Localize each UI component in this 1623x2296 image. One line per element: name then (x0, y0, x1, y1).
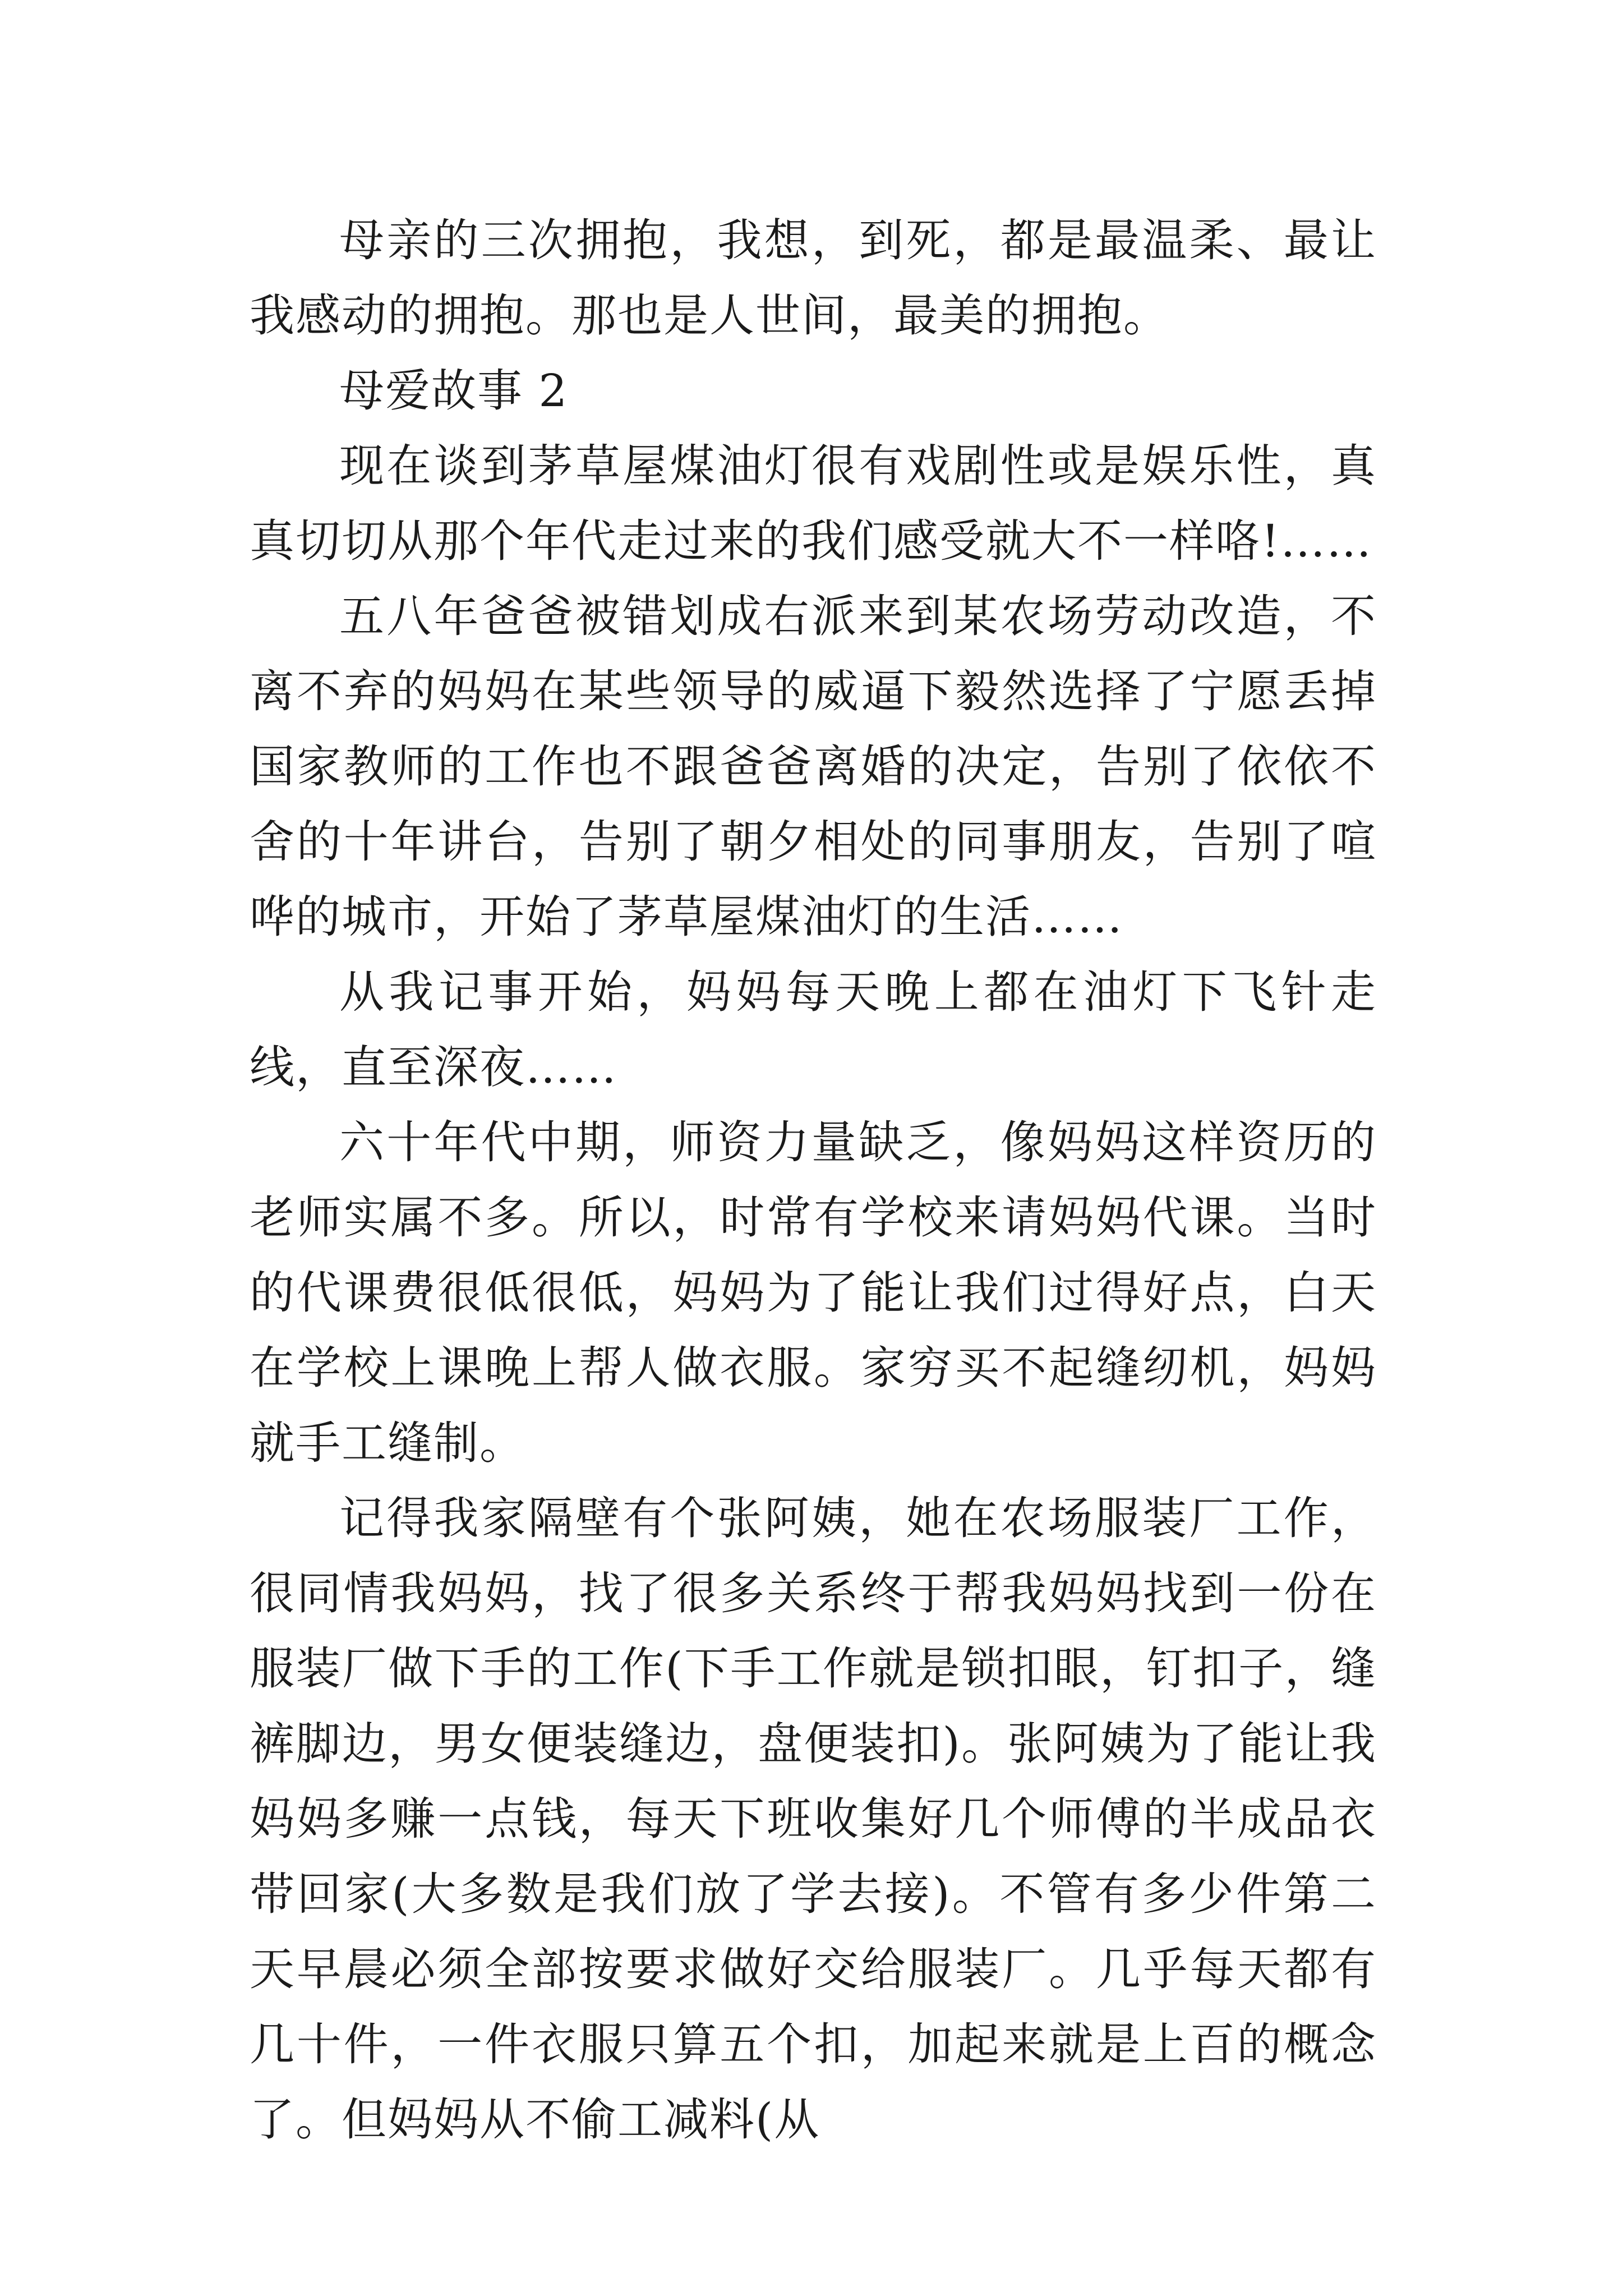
section-heading: 母爱故事 2 (339, 365, 569, 417)
paragraph-closing-hugs: 母亲的三次拥抱，我想，到死，都是最温柔、最让我感动的拥抱。那也是人世间，最美的拥抱。 (250, 214, 1377, 342)
body-text (250, 203, 1377, 2157)
paragraph-sixties: 六十年代中期，师资力量缺乏，像妈妈这样资历的老师实属不多。所以，时常有学校来请妈妈代课。当时的代课费很低很低，妈妈为了能让我们过得好点，白天在学校上课晚上帮人做衣服。家穷买不起缝纫机，妈妈就手工缝制。 (250, 1116, 1377, 1469)
paragraph-1958: 五八年爸爸被错划成右派来到某农场劳动改造，不离不弃的妈妈在某些领导的威逼下毅然选择了宁愿丢掉国家教师的工作也不跟爸爸离婚的决定，告别了依依不舍的十年讲台，告别了朝夕相处的同事朋友，告别了喧哗的城市，开始了茅草屋煤油灯的生活…… (250, 590, 1377, 943)
paragraph-sewing-nights: 从我记事开始，妈妈每天晚上都在油灯下飞针走线，直至深夜…… (250, 966, 1377, 1093)
paragraph-intro: 现在谈到茅草屋煤油灯很有戏剧性或是娱乐性，真真切切从那个年代走过来的我们感受就大不一样咯!…… (250, 440, 1377, 567)
paragraph-aunt-zhang: 记得我家隔壁有个张阿姨，她在农场服装厂工作，很同情我妈妈，找了很多关系终于帮我妈妈找到一份在服装厂做下手的工作(下手工作就是锁扣眼，钉扣子，缝裤脚边，男女便装缝边，盘便装扣)。张阿姨为了能让我妈妈多赚一点钱，每天下班收集好几个师傅的半成品衣带回家(大多数是我们放了学去接)。不管有多少件第二天早晨必须全部按要求做好交给服装厂。几乎每天都有几十件，一件衣服只算五个扣，加起来就是上百的概念了。但妈妈从不偷工减料(从 (250, 1492, 1377, 2146)
